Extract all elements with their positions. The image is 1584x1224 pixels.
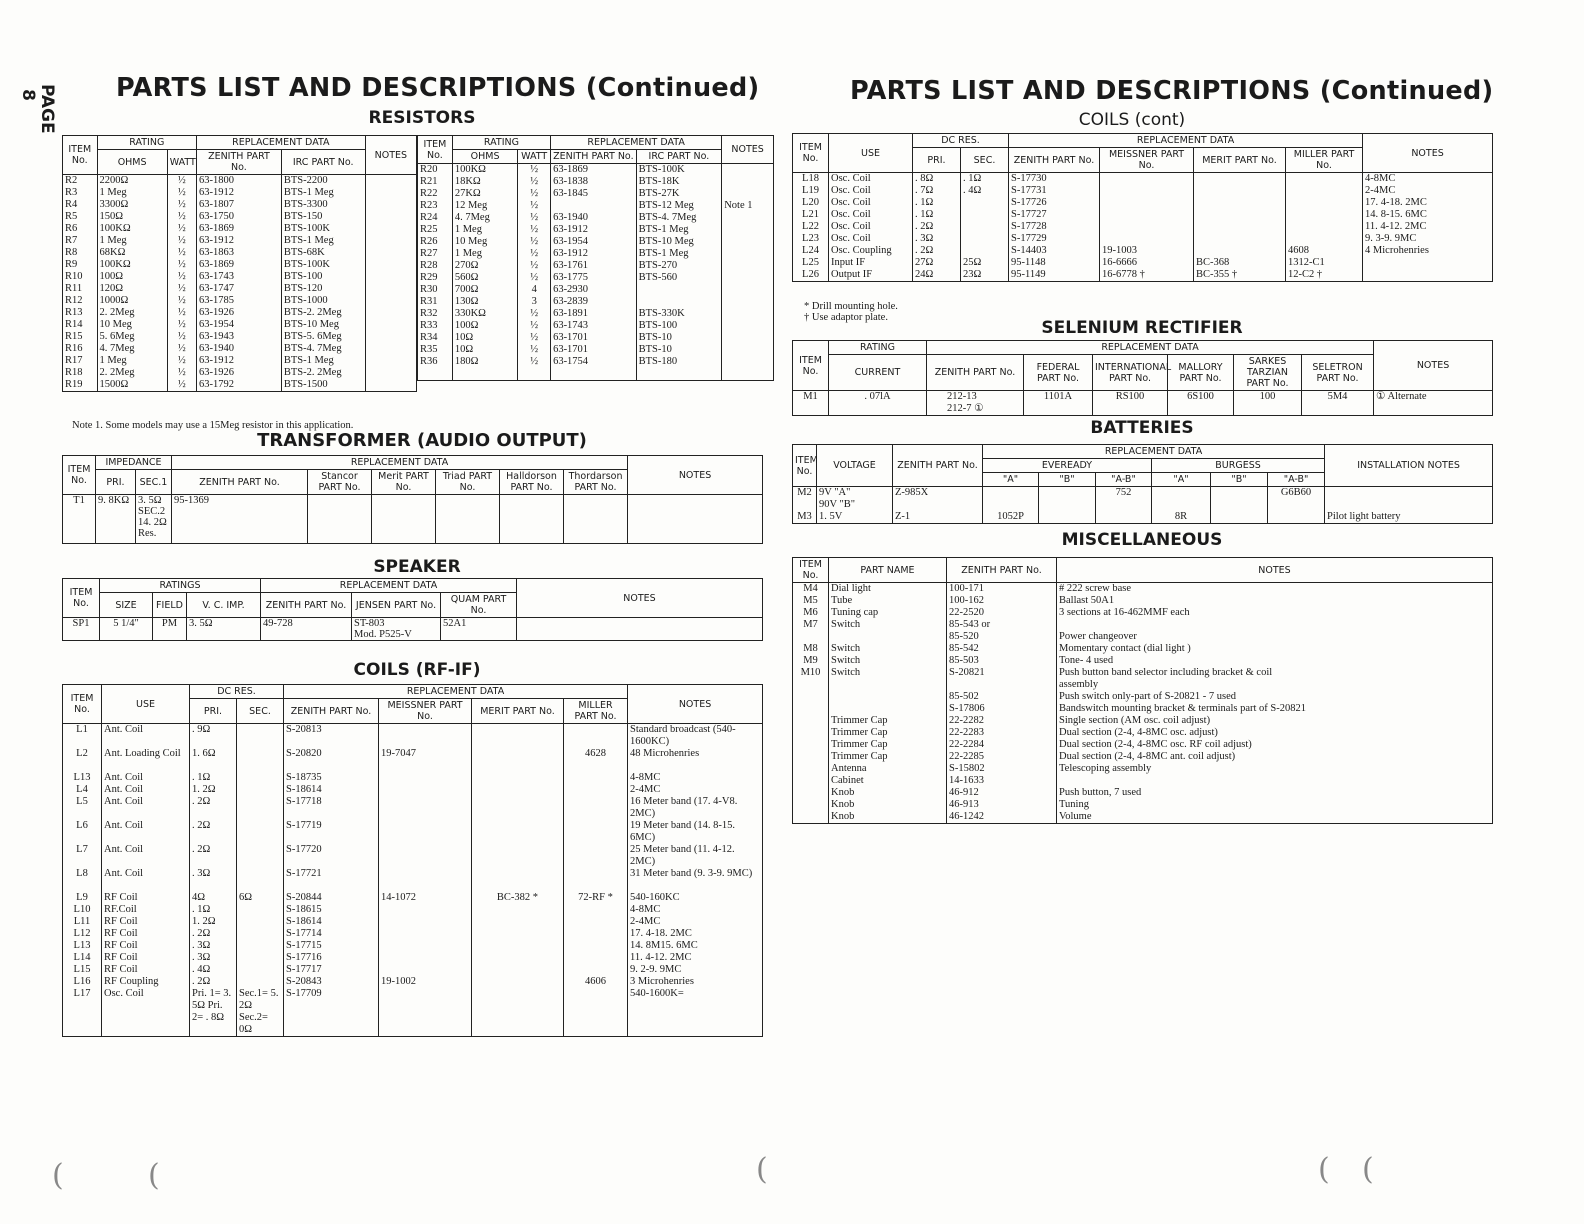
- col-rating: RATING: [829, 341, 927, 355]
- col-notes: NOTES: [517, 579, 763, 618]
- coils-cont-table: [792, 133, 1493, 282]
- col-dc-res: DC RES.: [190, 685, 284, 699]
- table-row: M3 1. 5V Z-1 1052P 8R Pilot light battery: [793, 511, 1493, 524]
- col-notes: NOTES: [1363, 134, 1493, 173]
- col-thordarson: Thordarson PART No.: [564, 470, 628, 495]
- col-merit: MERIT PART No.: [1194, 148, 1286, 173]
- col-item: ITEM No.: [63, 136, 98, 175]
- table-row: R22 27KΩ ½ 63-1845 BTS-27K: [418, 188, 774, 200]
- table-row: R29 560Ω ½ 63-1775 BTS-560: [418, 272, 774, 284]
- col-pri: PRI.: [96, 470, 136, 495]
- col-size: SIZE: [100, 593, 153, 618]
- table-row: [418, 368, 774, 381]
- col-pri: PRI.: [190, 699, 237, 724]
- table-row: L4 Ant. Coil 1. 2Ω S-18614 2-4MC: [63, 784, 763, 796]
- misc-table: [792, 557, 1493, 824]
- resistors-title: RESISTORS: [368, 108, 476, 128]
- scan-mark: (: [756, 1152, 768, 1187]
- col-item: ITEM No.: [793, 341, 829, 391]
- col-replacement-data: REPLACEMENT DATA: [983, 445, 1325, 459]
- table-row: L13 RF Coil . 3Ω S-17715 14. 8M15. 6MC: [63, 940, 763, 952]
- col-ab: "A-B": [1096, 473, 1152, 487]
- col-sarkes-tarzian: SARKES TARZIAN PART No.: [1234, 355, 1302, 391]
- col-item: ITEM No.: [793, 558, 829, 583]
- table-row: L16 RF Coupling . 2Ω S-20843 19-1002 4606 3 Microhenries: [63, 976, 763, 988]
- col-merit: Merit PART No.: [372, 470, 436, 495]
- table-row: R27 1 Meg ½ 63-1912 BTS-1 Meg: [418, 248, 774, 260]
- table-row: Knob 46-913 Tuning: [793, 799, 1493, 811]
- col-burgess: BURGESS: [1152, 459, 1325, 473]
- col-b: "B": [1039, 473, 1096, 487]
- scan-mark: (: [1362, 1152, 1374, 1187]
- table-row: L20 Osc. Coil . 1Ω S-17726 17. 4-18. 2MC: [793, 197, 1493, 209]
- table-row: Antenna S-15802 Telescoping assembly: [793, 763, 1493, 775]
- table-row: SP1 5 1/4" PM 3. 5Ω 49-728 ST-803 Mod. P525-V 52A1: [63, 618, 763, 641]
- table-row: L21 Osc. Coil . 1Ω S-17727 14. 8-15. 6MC: [793, 209, 1493, 221]
- table-row: R23 12 Meg ½ BTS-12 Meg Note 1: [418, 200, 774, 212]
- table-row: R8 68KΩ ½ 63-1863 BTS-68K: [63, 247, 417, 259]
- col-replacement-data: REPLACEMENT DATA: [172, 456, 628, 470]
- col-ab: "A-B": [1268, 473, 1325, 487]
- col-notes: NOTES: [1057, 558, 1493, 583]
- col-ohms: OHMS: [97, 150, 167, 175]
- table-row: L13 Ant. Coil . 1Ω S-18735 4-8MC: [63, 772, 763, 784]
- col-impedance: IMPEDANCE: [96, 456, 172, 470]
- col-replacement-data: REPLACEMENT DATA: [927, 341, 1374, 355]
- scan-mark: (: [52, 1158, 64, 1193]
- col-triad: Triad PART No.: [436, 470, 500, 495]
- table-row: M6 Tuning cap 22-2520 3 sections at 16-462MMF each: [793, 607, 1493, 619]
- col-watt: WATT: [167, 150, 196, 175]
- table-row: S-17806 Bandswitch mounting bracket & terminals part of S-20821: [793, 703, 1493, 715]
- col-zenith: ZENITH PART No.: [284, 699, 379, 724]
- table-row: R31 130Ω 3 63-2839: [418, 296, 774, 308]
- table-row: T1 9. 8KΩ 3. 5Ω SEC.2 14. 2Ω Res. 95-1369: [63, 495, 763, 544]
- table-row: R11 120Ω ½ 63-1747 BTS-120: [63, 283, 417, 295]
- table-row: L7 Ant. Coil . 2Ω S-17720 25 Meter band (11. 4-12. 2MC): [63, 844, 763, 868]
- table-row: R33 100Ω ½ 63-1743 BTS-100: [418, 320, 774, 332]
- coils-cont-title: COILS (cont): [1078, 110, 1186, 130]
- table-row: R30 700Ω 4 63-2930: [418, 284, 774, 296]
- table-row: L9 RF Coil 4Ω 6Ω S-20844 14-1072 BC-382 * 72-RF * 540-160KC: [63, 892, 763, 904]
- col-vc-imp: V. C. IMP.: [187, 593, 261, 618]
- col-replacement-data: REPLACEMENT DATA: [1009, 134, 1363, 148]
- table-row: L24 Osc. Coupling . 2Ω S-14403 19-1003 4608 4 Microhenries: [793, 245, 1493, 257]
- table-row: Trimmer Cap 22-2284 Dual section (2-4, 4-8MC osc. RF coil adjust): [793, 739, 1493, 751]
- col-irc: IRC PART No.: [281, 150, 365, 175]
- col-ohms: OHMS: [452, 150, 517, 164]
- col-current: CURRENT: [829, 355, 927, 391]
- table-row: L10 RF.Coil . 1Ω S-18615 4-8MC: [63, 904, 763, 916]
- selenium-table: [792, 340, 1493, 416]
- col-zenith: ZENITH PART No.: [551, 150, 637, 164]
- table-row: R16 4. 7Meg ½ 63-1940 BTS-4. 7Meg: [63, 343, 417, 355]
- col-replacement-data: REPLACEMENT DATA: [551, 136, 722, 150]
- col-irc: IRC PART No.: [636, 150, 722, 164]
- col-part-name: PART NAME: [829, 558, 947, 583]
- col-zenith: ZENITH PART No.: [893, 445, 983, 487]
- table-row: M8 Switch 85-542 Momentary contact (dial light ): [793, 643, 1493, 655]
- batteries-table: [792, 444, 1493, 524]
- col-zenith: ZENITH PART No.: [927, 355, 1024, 391]
- col-quam: QUAM PART No.: [441, 593, 517, 618]
- table-row: R6 100KΩ ½ 63-1869 BTS-100K: [63, 223, 417, 235]
- col-ratings: RATINGS: [100, 579, 261, 593]
- col-notes: NOTES: [722, 136, 774, 164]
- table-row: R2 2200Ω ½ 63-1800 BTS-2200: [63, 175, 417, 188]
- col-mallory: MALLORY PART No.: [1168, 355, 1234, 391]
- table-row: Trimmer Cap 22-2285 Dual section (2-4, 4-8MC ant. coil adjust): [793, 751, 1493, 763]
- coils-footnote-1: * Drill mounting hole.: [804, 301, 898, 312]
- col-use: USE: [102, 685, 190, 724]
- col-sec1: SEC.1: [136, 470, 172, 495]
- col-zenith: ZENITH PART No.: [947, 558, 1057, 583]
- col-notes: NOTES: [1374, 341, 1493, 391]
- table-row: L19 Osc. Coil . 7Ω . 4Ω S-17731 2-4MC: [793, 185, 1493, 197]
- col-dc-res: DC RES.: [913, 134, 1009, 148]
- col-halldorson: Halldorson PART No.: [500, 470, 564, 495]
- table-row: R20 100KΩ ½ 63-1869 BTS-100K: [418, 164, 774, 177]
- table-row: R9 100KΩ ½ 63-1869 BTS-100K: [63, 259, 417, 271]
- table-row: R24 4. 7Meg ½ 63-1940 BTS-4. 7Meg: [418, 212, 774, 224]
- col-seletron: SELETRON PART No.: [1302, 355, 1374, 391]
- table-row: assembly: [793, 679, 1493, 691]
- coils-footnote-2: † Use adaptor plate.: [804, 312, 888, 323]
- table-row: R17 1 Meg ½ 63-1912 BTS-1 Meg: [63, 355, 417, 367]
- table-row: L14 RF Coil . 3Ω S-17716 11. 4-12. 2MC: [63, 952, 763, 964]
- col-rating: RATING: [97, 136, 196, 150]
- table-row: L15 RF Coil . 4Ω S-17717 9. 2-9. 9MC: [63, 964, 763, 976]
- right-page-title: PARTS LIST AND DESCRIPTIONS (Continued): [850, 76, 1494, 106]
- col-item: ITEM No.: [63, 579, 100, 618]
- table-row: M5 Tube 100-162 Ballast 50A1: [793, 595, 1493, 607]
- resistor-footnote: Note 1. Some models may use a 15Meg resistor in this application.: [72, 420, 354, 431]
- col-replacement-data: REPLACEMENT DATA: [284, 685, 628, 699]
- table-row: Trimmer Cap 22-2282 Single section (AM osc. coil adjust): [793, 715, 1493, 727]
- col-watt: WATT: [518, 150, 551, 164]
- resistors-table-right: [417, 135, 774, 381]
- col-miller: MILLER PART No.: [1286, 148, 1363, 173]
- table-row: R14 10 Meg ½ 63-1954 BTS-10 Meg: [63, 319, 417, 331]
- table-row: R28 270Ω ½ 63-1761 BTS-270: [418, 260, 774, 272]
- col-international: INTERNATIONAL PART No.: [1093, 355, 1168, 391]
- selenium-title: SELENIUM RECTIFIER: [1041, 318, 1243, 338]
- table-row: M2 9V "A" 90V "B" Z-985X 752 G6B60: [793, 487, 1493, 512]
- table-row: R34 10Ω ½ 63-1701 BTS-10: [418, 332, 774, 344]
- col-installation-notes: INSTALLATION NOTES: [1325, 445, 1493, 487]
- col-notes: NOTES: [365, 136, 416, 175]
- col-meissner: MEISSNER PART No.: [379, 699, 472, 724]
- col-b: "B": [1211, 473, 1268, 487]
- table-row: R5 150Ω ½ 63-1750 BTS-150: [63, 211, 417, 223]
- col-notes: NOTES: [628, 456, 763, 495]
- resistors-table-left: [62, 135, 417, 392]
- misc-title: MISCELLANEOUS: [1061, 530, 1223, 550]
- batteries-title: BATTERIES: [1090, 418, 1194, 438]
- col-use: USE: [829, 134, 913, 173]
- table-row: Trimmer Cap 22-2283 Dual section (2-4, 4-8MC osc. adjust): [793, 727, 1493, 739]
- table-row: Knob 46-1242 Volume: [793, 811, 1493, 824]
- coils-rf-title: COILS (RF-IF): [353, 660, 481, 680]
- table-row: Cabinet 14-1633: [793, 775, 1493, 787]
- table-row: L25 Input IF 27Ω 25Ω 95-1148 16-6666 BC-368 1312-C1: [793, 257, 1493, 269]
- table-row: R10 100Ω ½ 63-1743 BTS-100: [63, 271, 417, 283]
- table-row: L18 Osc. Coil . 8Ω . 1Ω S-17730 4-8MC: [793, 173, 1493, 186]
- table-row: L17 Osc. Coil Pri. 1= 3. 5Ω Pri. 2= . 8Ω Sec.1= 5. 2Ω Sec.2= 0Ω S-17709 540-1600K=: [63, 988, 763, 1037]
- table-row: R36 180Ω ½ 63-1754 BTS-180: [418, 356, 774, 368]
- table-row: 85-502 Push switch only-part of S-20821 - 7 used: [793, 691, 1493, 703]
- col-voltage: VOLTAGE: [817, 445, 893, 487]
- table-row: L5 Ant. Coil . 2Ω S-17718 16 Meter band (17. 4-V8. 2MC): [63, 796, 763, 820]
- table-row: L8 Ant. Coil . 3Ω S-17721 31 Meter band (9. 3-9. 9MC): [63, 868, 763, 892]
- col-item: ITEM No.: [63, 456, 96, 495]
- table-row: M1 . 07lA 212-13 212-7 ① 1101A RS100 6S100 100 5M4 ① Alternate: [793, 391, 1493, 416]
- col-replacement-data: REPLACEMENT DATA: [261, 579, 517, 593]
- col-federal: FEDERAL PART No.: [1024, 355, 1093, 391]
- col-notes: NOTES: [628, 685, 763, 724]
- table-row: L22 Osc. Coil . 2Ω S-17728 11. 4-12. 2MC: [793, 221, 1493, 233]
- table-row: R12 1000Ω ½ 63-1785 BTS-1000: [63, 295, 417, 307]
- table-row: R3 1 Meg ½ 63-1912 BTS-1 Meg: [63, 187, 417, 199]
- table-row: R26 10 Meg ½ 63-1954 BTS-10 Meg: [418, 236, 774, 248]
- col-sec: SEC.: [961, 148, 1009, 173]
- transformer-title: TRANSFORMER (AUDIO OUTPUT): [257, 430, 587, 451]
- col-rating: RATING: [452, 136, 550, 150]
- col-zenith: ZENITH PART No.: [1009, 148, 1100, 173]
- col-merit: MERIT PART No.: [472, 699, 564, 724]
- table-row: M9 Switch 85-503 Tone- 4 used: [793, 655, 1493, 667]
- table-row: M10 Switch S-20821 Push button band selector including bracket & coil: [793, 667, 1493, 679]
- table-row: 85-520 Power changeover: [793, 631, 1493, 643]
- speaker-table: [62, 578, 763, 641]
- left-page-title: PARTS LIST AND DESCRIPTIONS (Continued): [116, 73, 760, 103]
- col-a: "A": [1152, 473, 1211, 487]
- col-replacement-data: REPLACEMENT DATA: [197, 136, 366, 150]
- col-sec: SEC.: [237, 699, 284, 724]
- col-item: ITEM No.: [793, 445, 817, 487]
- col-zenith: ZENITH PART No.: [172, 470, 308, 495]
- table-row: L12 RF Coil . 2Ω S-17714 17. 4-18. 2MC: [63, 928, 763, 940]
- table-row: R32 330KΩ ½ 63-1891 BTS-330K: [418, 308, 774, 320]
- col-item: ITEM No.: [418, 136, 453, 164]
- col-item: ITEM No.: [793, 134, 829, 173]
- table-row: R15 5. 6Meg ½ 63-1943 BTS-5. 6Meg: [63, 331, 417, 343]
- scan-mark: (: [1318, 1152, 1330, 1187]
- col-zenith: ZENITH PART No.: [261, 593, 352, 618]
- table-row: R7 1 Meg ½ 63-1912 BTS-1 Meg: [63, 235, 417, 247]
- table-row: L6 Ant. Coil . 2Ω S-17719 19 Meter band (14. 8-15. 6MC): [63, 820, 763, 844]
- table-row: R19 1500Ω ½ 63-1792 BTS-1500: [63, 379, 417, 392]
- col-item: ITEM No.: [63, 685, 102, 724]
- table-row: L1 Ant. Coil . 9Ω S-20813 Standard broadcast (540-1600KC): [63, 724, 763, 749]
- page-label: PAGE 8: [18, 84, 57, 134]
- col-pri: PRI.: [913, 148, 961, 173]
- transformer-table: [62, 455, 763, 544]
- table-row: L11 RF Coil 1. 2Ω S-18614 2-4MC: [63, 916, 763, 928]
- table-row: R25 1 Meg ½ 63-1912 BTS-1 Meg: [418, 224, 774, 236]
- table-row: L26 Output IF 24Ω 23Ω 95-1149 16-6778 † BC-355 † 12-C2 †: [793, 269, 1493, 282]
- col-eveready: EVEREADY: [983, 459, 1152, 473]
- coils-rf-table: [62, 684, 763, 1037]
- table-row: R18 2. 2Meg ½ 63-1926 BTS-2. 2Meg: [63, 367, 417, 379]
- table-row: R21 18KΩ ½ 63-1838 BTS-18K: [418, 176, 774, 188]
- table-row: R13 2. 2Meg ½ 63-1926 BTS-2. 2Meg: [63, 307, 417, 319]
- col-stancor: Stancor PART No.: [308, 470, 372, 495]
- table-row: L2 Ant. Loading Coil 1. 6Ω S-20820 19-7047 4628 48 Microhenries: [63, 748, 763, 772]
- col-a: "A": [983, 473, 1039, 487]
- scan-mark: (: [148, 1158, 160, 1193]
- col-meissner: MEISSNER PART No.: [1100, 148, 1194, 173]
- table-row: R4 3300Ω ½ 63-1807 BTS-3300: [63, 199, 417, 211]
- table-row: L23 Osc. Coil . 3Ω S-17729 9. 3-9. 9MC: [793, 233, 1493, 245]
- col-field: FIELD: [153, 593, 187, 618]
- table-row: R35 10Ω ½ 63-1701 BTS-10: [418, 344, 774, 356]
- table-row: Knob 46-912 Push button, 7 used: [793, 787, 1493, 799]
- table-row: M7 Switch 85-543 or: [793, 619, 1493, 631]
- table-row: M4 Dial light 100-171 # 222 screw base: [793, 583, 1493, 596]
- col-zenith: ZENITH PART No.: [197, 150, 282, 175]
- col-jensen: JENSEN PART No.: [352, 593, 441, 618]
- col-miller: MILLER PART No.: [564, 699, 628, 724]
- speaker-title: SPEAKER: [373, 557, 461, 577]
